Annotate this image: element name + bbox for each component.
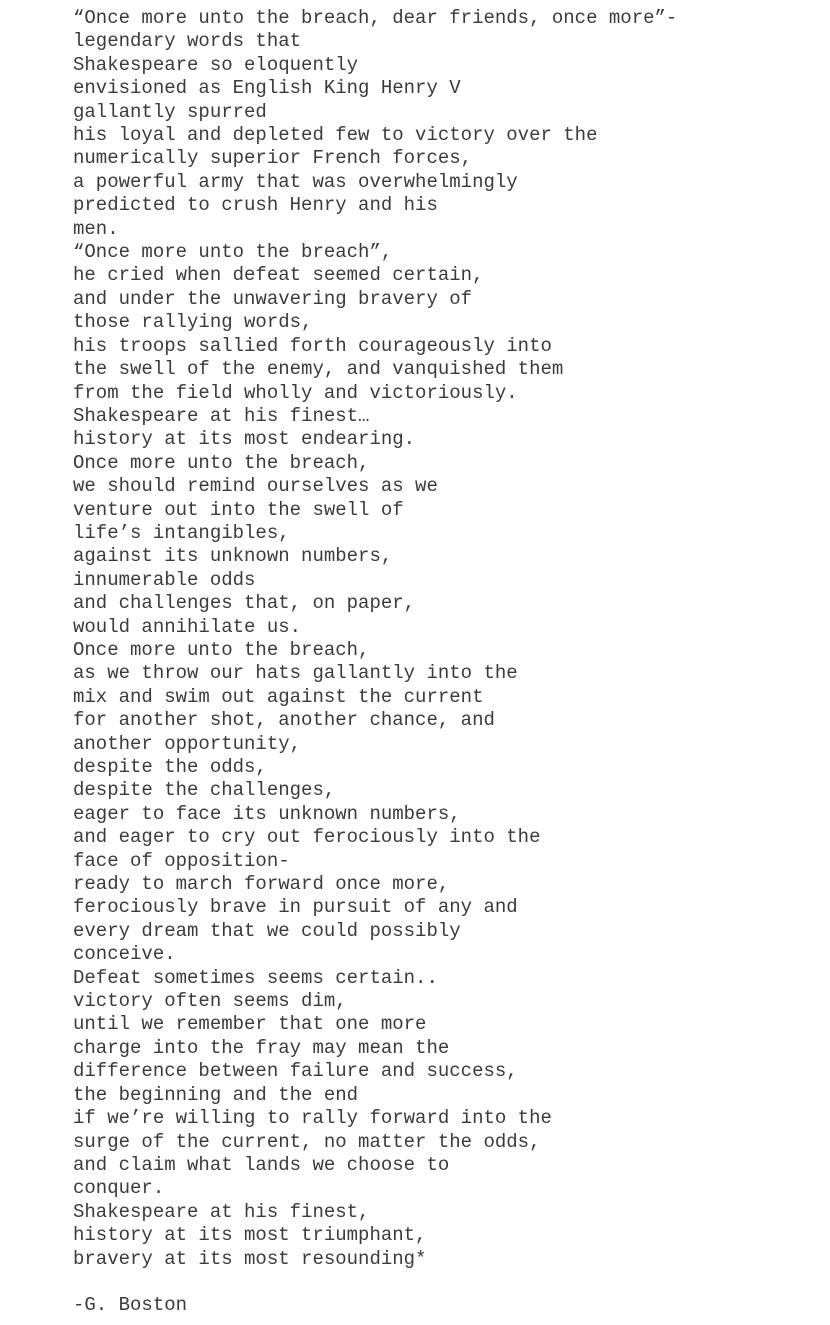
poem-line: ready to march forward once more, xyxy=(73,873,450,896)
poem-line: for another shot, another chance, and xyxy=(73,709,495,732)
poem-line: numerically superior French forces, xyxy=(73,147,473,170)
poem-lines xyxy=(73,7,810,1271)
poem-line: gallantly spurred xyxy=(73,100,267,123)
poem-line: another opportunity, xyxy=(73,732,302,755)
poem-line: life’s intangibles, xyxy=(73,521,290,544)
poem-line: the beginning and the end xyxy=(73,1083,359,1106)
poem-line: Defeat sometimes seems certain.. xyxy=(73,966,438,989)
poem-line: as we throw our hats gallantly into the xyxy=(73,662,518,685)
poem-line: despite the challenges, xyxy=(73,779,336,802)
poem-line: venture out into the swell of xyxy=(73,498,404,521)
poem-line: every dream that we could possibly xyxy=(73,919,461,942)
poem-line: bravery at its most resounding* xyxy=(73,1247,427,1270)
poem-line: mix and swim out against the current xyxy=(73,685,484,708)
poem-line: history at its most endearing. xyxy=(73,428,416,451)
poem-line: until we remember that one more xyxy=(73,1013,427,1036)
poem-line: he cried when defeat seemed certain, xyxy=(73,264,484,287)
poem-line: ferociously brave in pursuit of any and xyxy=(73,896,518,919)
poem-line: Shakespeare at his finest… xyxy=(73,404,370,427)
poem-line: Shakespeare at his finest, xyxy=(73,1200,370,1223)
poem-line: and under the unwavering bravery of xyxy=(73,287,473,310)
poem-line: victory often seems dim, xyxy=(73,990,347,1013)
poem-line: surge of the current, no matter the odds, xyxy=(73,1130,541,1153)
poem-line: from the field wholly and victoriously. xyxy=(73,381,518,404)
poem-line: would annihilate us. xyxy=(73,615,302,638)
poem-line: conquer. xyxy=(73,1177,165,1200)
poem-line: charge into the fray may mean the xyxy=(73,1036,450,1059)
poem-line: conceive. xyxy=(73,943,176,966)
poem-line: the swell of the enemy, and vanquished them xyxy=(73,358,564,381)
poem-text xyxy=(73,7,810,1318)
poem-line: and eager to cry out ferociously into the xyxy=(73,826,541,849)
poem-line: difference between failure and success, xyxy=(73,1060,518,1083)
poem-line: and claim what lands we choose to xyxy=(73,1153,450,1176)
poem-line: against its unknown numbers, xyxy=(73,545,393,568)
poem-line: eager to face its unknown numbers, xyxy=(73,802,461,825)
poem-line: legendary words that xyxy=(73,30,302,53)
poem-line: “Once more unto the breach, dear friends, once more”- xyxy=(73,7,678,29)
poem-line: we should remind ourselves as we xyxy=(73,475,438,498)
poem-line: face of opposition- xyxy=(73,849,290,872)
poem-line: a powerful army that was overwhelmingly xyxy=(73,170,518,193)
poem-line: and challenges that, on paper, xyxy=(73,592,416,615)
poem-line: innumerable odds xyxy=(73,568,256,591)
poem-line: his loyal and depleted few to victory over the xyxy=(73,124,598,147)
poem-line: envisioned as English King Henry V xyxy=(73,77,461,100)
poem-line: Once more unto the breach, xyxy=(73,451,370,474)
poem-line: if we’re willing to rally forward into the xyxy=(73,1107,552,1130)
poem-line: Once more unto the breach, xyxy=(73,638,370,661)
poem-line: his troops sallied forth courageously into xyxy=(73,334,552,357)
poem-line: history at its most triumphant, xyxy=(73,1224,427,1247)
poem-line: despite the odds, xyxy=(73,756,267,778)
poem-line: predicted to crush Henry and his xyxy=(73,194,438,217)
author-signature: -G. Boston xyxy=(73,1294,188,1317)
poem-line: those rallying words, xyxy=(73,311,313,334)
poem-line: Shakespeare so eloquently xyxy=(73,53,359,76)
poem-line: men. xyxy=(73,217,119,240)
poem-line: “Once more unto the breach”, xyxy=(73,241,393,264)
